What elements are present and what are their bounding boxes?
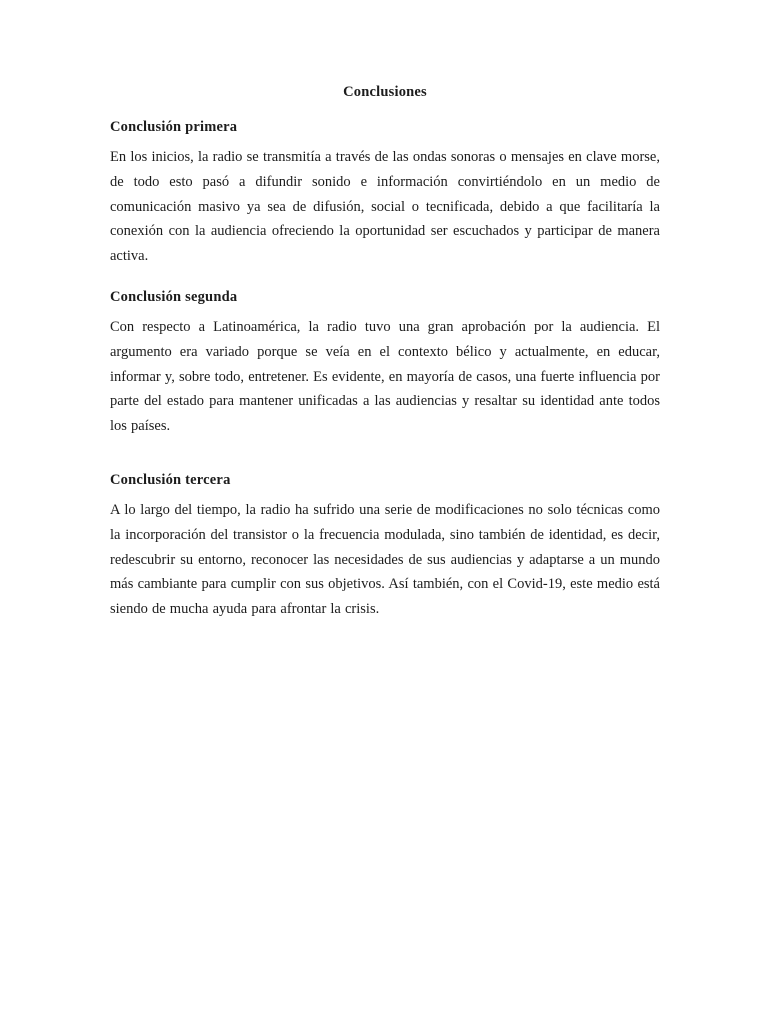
section-conclusion-tercera xyxy=(110,468,660,622)
section-heading-segunda: Conclusión segunda xyxy=(110,288,238,305)
section-paragraph-primera: En los inicios, la radio se transmitía a través de las ondas sonoras o mensajes en clave morse, de todo esto pasó a difundir sonido e información convirtiéndolo en un medio de comunicación masivo ya sea de difusión, social o tecnificada, debido a que facilitaría la conexión con la audiencia ofreciendo la oportunidad ser escuchados y participar de manera activa. xyxy=(110,149,660,265)
section-heading-primera: Conclusión primera xyxy=(110,119,238,135)
document-title: Conclusiones xyxy=(343,84,427,100)
section-paragraph-segunda: Con respecto a Latinoamérica, la radio tuvo una gran aprobación por la audiencia. El argumento era variado porque se veía en el contexto bélico y actualmente, en educar, informar y, sobre todo, entretener. Es evidente, en mayoría de casos, una fuerte influencia por parte del estado para mantener unificadas a las audiencias y resaltar su identidad ante todos los países. xyxy=(110,318,660,435)
section-conclusion-primera xyxy=(110,115,660,269)
section-paragraph-tercera: A lo largo del tiempo, la radio ha sufrido una serie de modificaciones no solo técnicas como la incorporación del transistor o la frecuencia modulada, sino también de identidad, es decir, redescubrir su entorno, reconocer las necesidades de sus audiencias y adaptarse a un mundo más cambiante para cumplir con sus objetivos. Así también, con el Covid-19, este medio está siendo de mucha ayuda para afrontar la crisis. xyxy=(110,501,660,618)
section-heading-tercera: Conclusión tercera xyxy=(110,471,231,488)
section-conclusion-segunda xyxy=(110,285,660,439)
